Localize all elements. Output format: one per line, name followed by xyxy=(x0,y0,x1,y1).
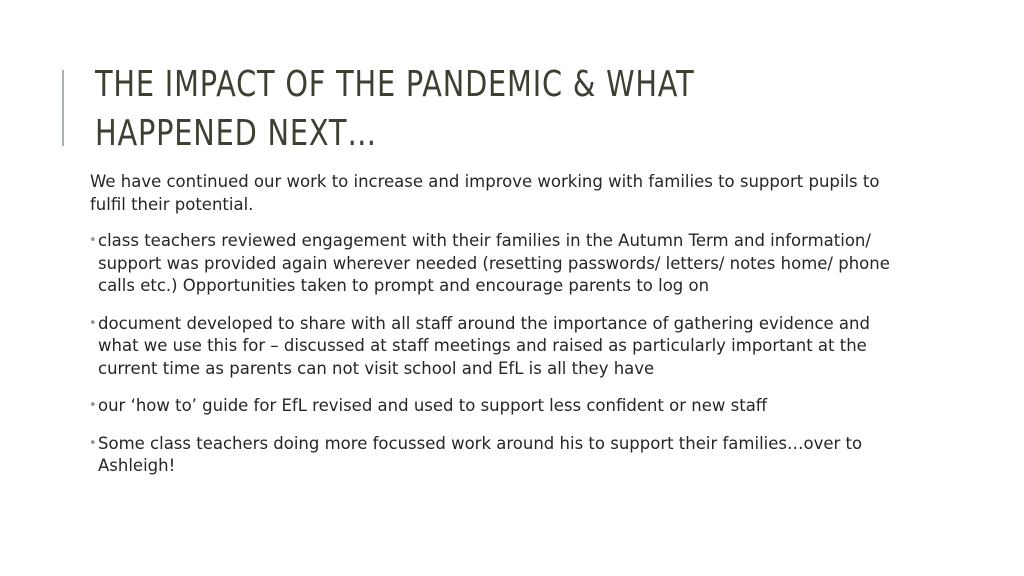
intro-paragraph: We have continued our work to increase and improve working with families to support pupils to fulfil their potential. xyxy=(90,172,880,214)
title-accent-bar xyxy=(62,70,64,146)
slide-title xyxy=(95,60,783,158)
bullet-dot-icon: • xyxy=(89,435,97,451)
bullet-dot-icon: • xyxy=(89,398,97,413)
bullet-list xyxy=(90,230,910,478)
list-item xyxy=(90,433,910,478)
slide-title-line-2: HAPPENED NEXT… xyxy=(95,113,377,154)
list-item xyxy=(90,395,910,418)
bullet-text: our ‘how to’ guide for EfL revised and used to support less confident or new staff xyxy=(98,396,768,415)
bullet-text: Some class teachers doing more focussed work around his to support their families…over to Ashleigh! xyxy=(98,433,863,475)
bullet-dot-icon: • xyxy=(89,233,97,248)
list-item xyxy=(90,313,910,381)
bullet-dot-icon: • xyxy=(89,315,97,331)
bullet-text: class teachers reviewed engagement with their families in the Autumn Term and information/ support was provided again wherever needed (resetting passwords/ letters/ notes home/ phone calls etc.) Opportunities taken to prompt and encourage parents to log on xyxy=(98,231,890,295)
list-item xyxy=(90,230,910,298)
slide-title-line-1: THE IMPACT OF THE PANDEMIC & WHAT xyxy=(95,64,695,105)
bullet-text: document developed to share with all staff around the importance of gathering evidence and what we use this for – discussed at staff meetings and raised as particularly important at the current time as parents can not visit school and EfL is all they have xyxy=(98,313,870,378)
slide-body xyxy=(90,171,910,493)
